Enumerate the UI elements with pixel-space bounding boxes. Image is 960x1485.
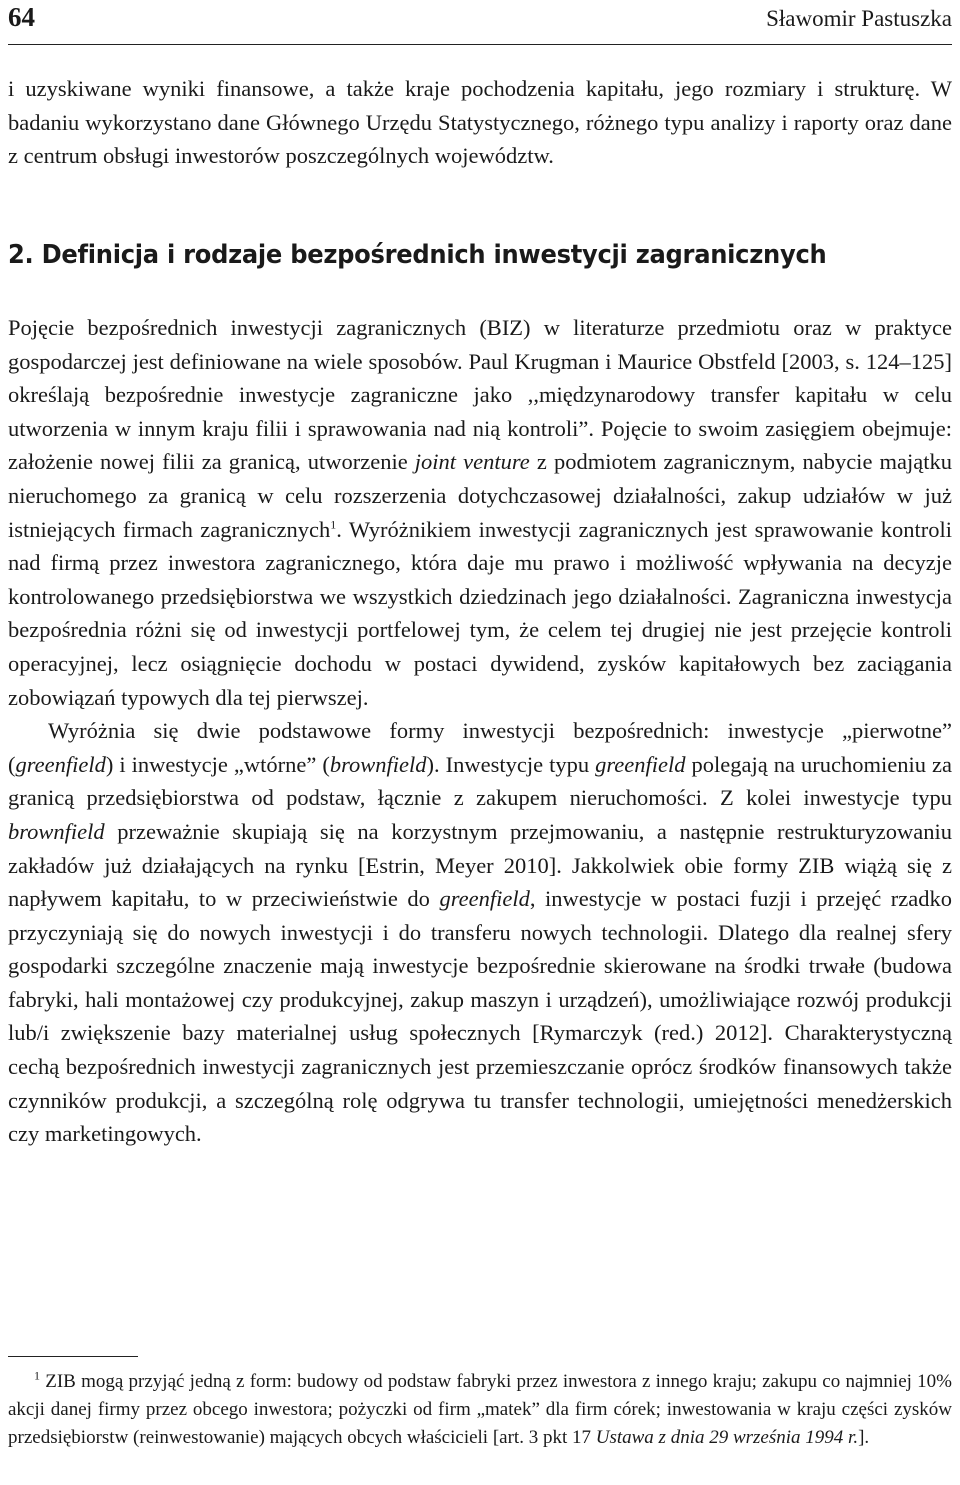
footnote-ref-1[interactable]: 1 xyxy=(330,517,337,532)
main-body xyxy=(8,311,952,1151)
p1-text-e: . Wyróżnikiem inwestycji zagranicznych jest sprawowanie kontroli nad firmą przez inwestora zagranicznego, która daje mu prawo i możliwość wpływania na decyzje kontrolowanego przedsiębiorstwa we wszystkich dziedzinach jego działalności. Zagraniczna inwestycja bezpośrednia różni się od inwestycji portfelowej tym, że celem tej drugiej nie jest przejęcie kontroli operacyjnej, lecz osiągnięcie dochodu w postaci dywidend, zysków kapitałowych bez zaciągania zobowiązań typowych dla tej pierwszej. xyxy=(8,516,952,710)
p2-text-g: polegają na uruchomieniu za granicą przedsiębiorstwa od podstaw, łącznie z zakupem nieruchomości. Z kolei inwestycje typu xyxy=(8,751,952,811)
p2-italic-brownfield: brownfield xyxy=(329,751,427,777)
p1-text-d: z podmiotem zagranicznym, nabycie majątku nieruchomego za granicą w celu rozszerzenia dotychczasowej działalności, zakup udziałów w już istniejących firmach zagranicznych xyxy=(8,449,953,542)
fn-text-a: ZIB mogą przyjąć jedną z form: budowy od podstaw fabryki przez inwestora z innego kraju; zakupu co najmniej 10% akcji danej firmy przez obcego inwestora; pożyczki od firm „matek” dla firm córek; inwestowania w kraju części zysków przedsiębiorstw (reinwestowanie) mających obcych właścicieli [art. 3 pkt 17 xyxy=(8,1371,952,1448)
p2-text-k: , inwestycje w postaci fuzji i przejęć rzadko przyczyniają się do nowych inwestycji i do transferu nowych technologii. Dlatego dla realnej sfery gospodarki szczególne znaczenie mają inwestycje bezpośrednie skierowane na środki trwałe (budowa fabryki, hali montażowej czy produkcyjnej, zakup maszyn i urządzeń), umożliwiające rozwój produkcji lub/i zwiększenie bazy materialnej usług społecznych [Rymarczyk (red.) 2012]. Charakterystyczną cechą bezpośrednich inwestycji zagranicznych jest przemieszczanie oprócz środków finansowych także czynników produkcji, a szczególną rolę odgrywa tu transfer technologii, umiejętności menedżerskich czy marketingowych. xyxy=(8,886,952,1147)
page-header xyxy=(8,0,952,45)
footnote-text xyxy=(8,1368,952,1452)
paragraph-2 xyxy=(8,714,952,1151)
paragraph-1 xyxy=(8,311,952,714)
p1-text-a: Pojęcie bezpośrednich inwestycji zagranicznych (BIZ) w literaturze przedmiotu oraz w praktyce gospodarczej jest definiowane na wiele sposobów. xyxy=(8,315,952,374)
p1-italic-joint-venture: joint venture xyxy=(414,449,530,475)
section-heading: 2. Definicja i rodzaje bezpośrednich inwestycji zagranicznych xyxy=(8,240,827,270)
p2-text-i: przeważnie skupiają się na korzystnym przejmowaniu, a następnie restrukturyzowaniu zakładów już działających na rynku [Estrin, Meyer 2010]. Jakkolwiek obie formy ZIB wiążą się z napływem kapitału, to w przeciwieństwie do xyxy=(8,818,952,912)
running-head-author: Sławomir Pastuszka xyxy=(766,6,952,31)
fn-text-c: ]. xyxy=(858,1427,870,1448)
footnote-divider xyxy=(8,1356,138,1357)
p2-italic-brownfield-2: brownfield xyxy=(8,818,105,844)
page-number: 64 xyxy=(8,2,35,32)
intro-paragraph xyxy=(8,72,952,173)
footnote-marker: 1 xyxy=(34,1368,40,1383)
intro-text: i uzyskiwane wyniki finansowe, a także kraje pochodzenia kapitału, jego rozmiary i strukturę. W badaniu wykorzystano dane Głównego Urzędu Statystycznego, różnego typu analizy i raporty oraz dane z centrum obsługi inwestorów poszczególnych województw. xyxy=(8,76,952,169)
p2-italic-greenfield: greenfield xyxy=(15,751,106,777)
footnote-1 xyxy=(8,1368,952,1452)
p2-text-a: Wyróżnia się dwie podstawowe formy inwestycji bezpośrednich: inwestycje „pierwotne” ( xyxy=(8,718,952,777)
p2-text-c: ) i inwestycje „wtórne” ( xyxy=(105,751,330,777)
fn-italic-law: Ustawa z dnia 29 września 1994 r. xyxy=(595,1427,859,1448)
p2-italic-greenfield-2: greenfield xyxy=(595,751,686,777)
p2-italic-greenfield-3: greenfield xyxy=(439,886,530,912)
p2-text-e: ). Inwestycje typu xyxy=(426,751,596,777)
p1-text-b: Paul Krugman i Maurice Obstfeld [2003, s. 124–125] określają bezpośrednie inwestycje zagraniczne jako ,,międzynarodowy transfer kapitału w celu utworzenia w innym kraju filii i sprawowania nad nią kontroli”. Pojęcie to swoim zasięgiem obejmuje: założenie nowej filii za granicą, utworzenie xyxy=(8,348,953,475)
